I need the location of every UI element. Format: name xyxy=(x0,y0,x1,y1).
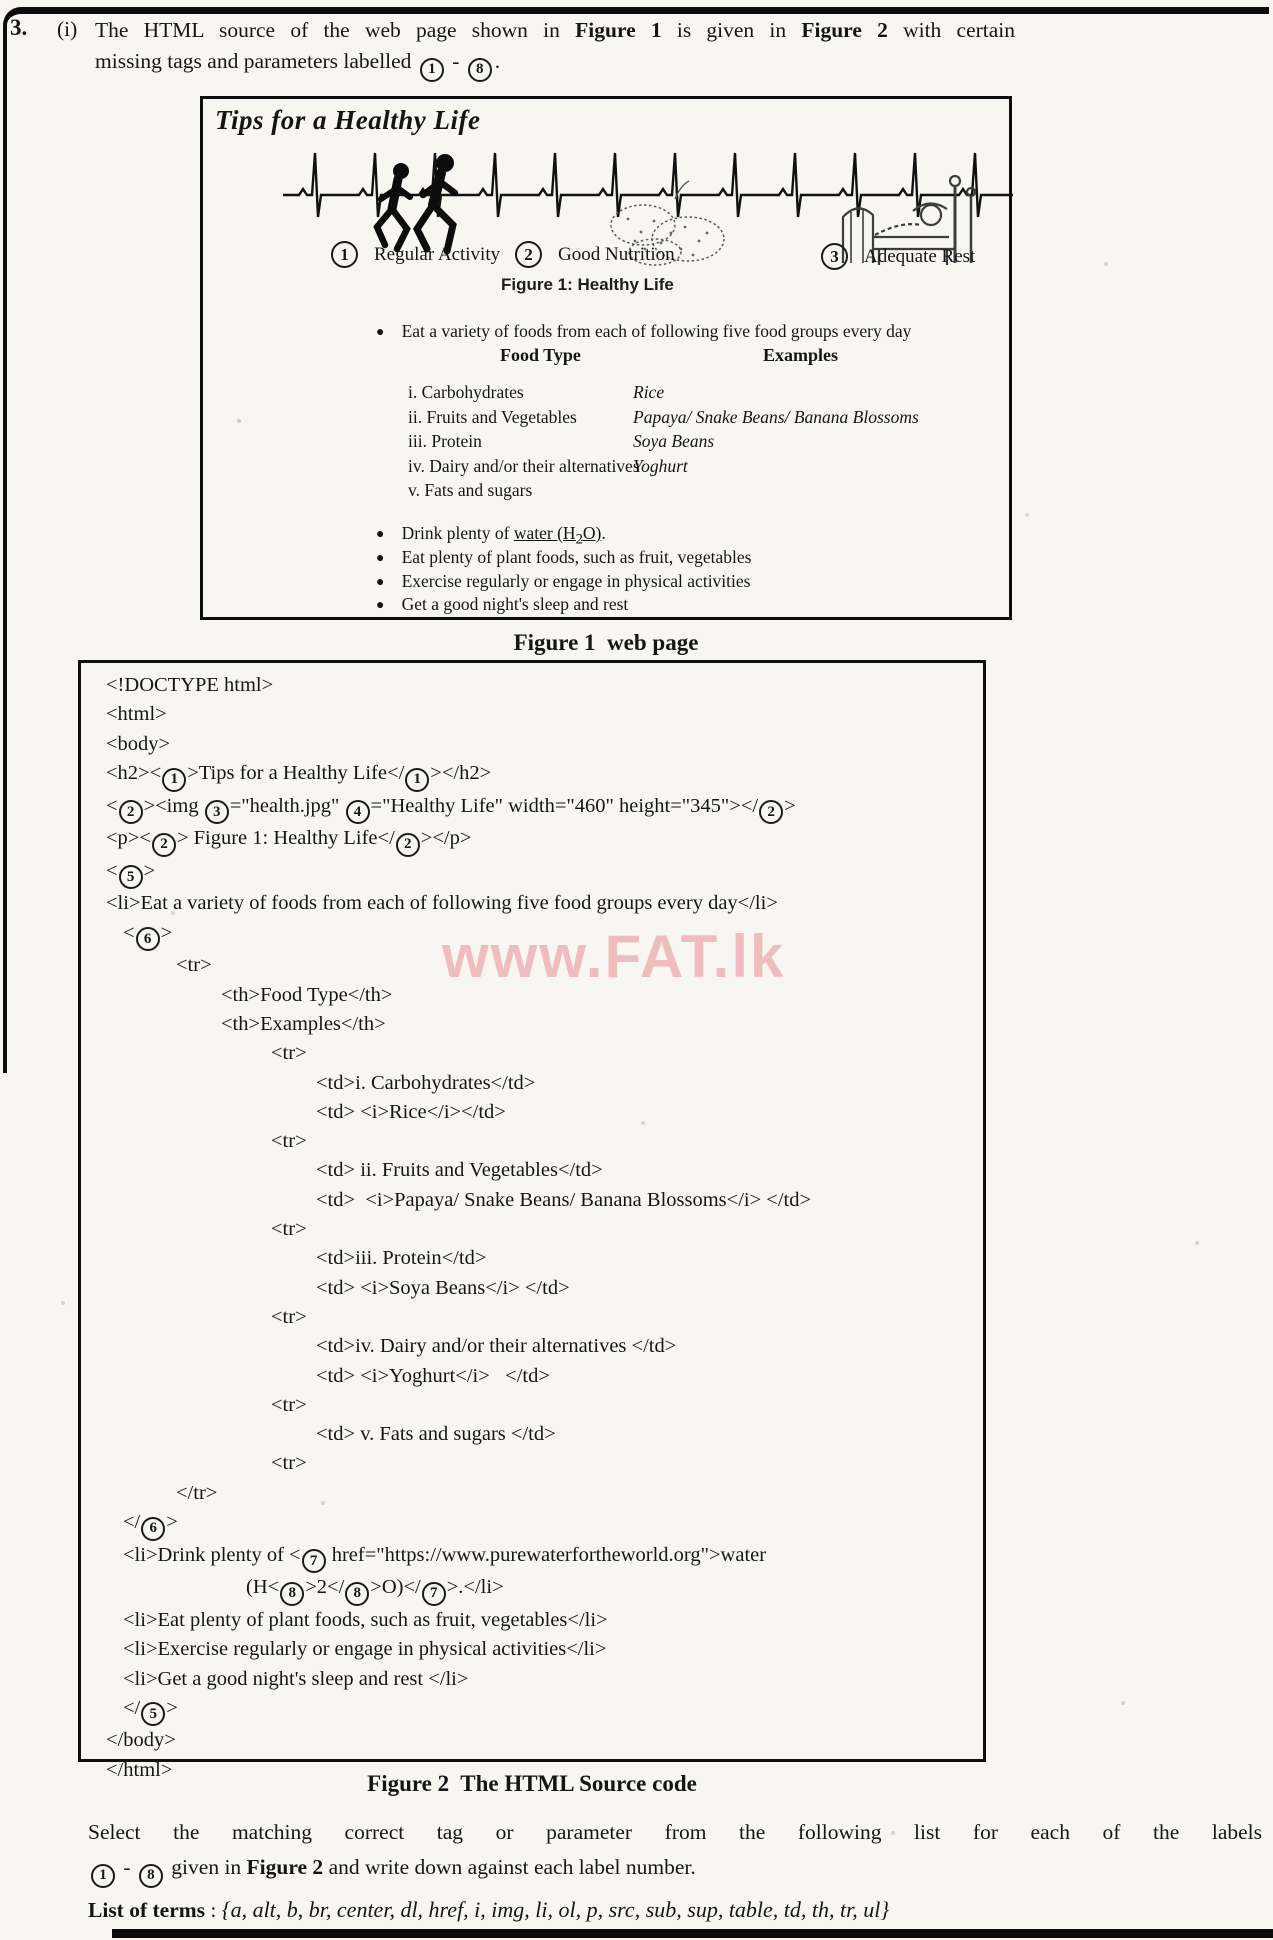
intro-line-2 xyxy=(95,46,1015,82)
figure2-caption: Figure 2 The HTML Source code xyxy=(367,1771,697,1796)
bullet-icon: ● xyxy=(376,596,385,613)
circled-label-5-icon: 5 xyxy=(119,865,143,889)
food-type-cell: i. Carbohydrates xyxy=(408,382,524,402)
code-line: <li>Get a good night's sleep and rest </li> xyxy=(123,1667,469,1690)
code-line: <li>Exercise regularly or engage in physical activities</li> xyxy=(123,1638,607,1661)
circled-label-2-icon: 2 xyxy=(119,800,143,824)
code-line: <th>Food Type</th> xyxy=(221,983,393,1006)
circled-label-6-icon: 6 xyxy=(136,927,160,951)
figure2-ref: Figure 2 xyxy=(246,1855,324,1879)
code-line: <li>Drink plenty of < 7 href="https://www.purewaterfortheworld.org">water xyxy=(81,1541,983,1574)
code-line: <td> <i>Soya Beans</i> </td> xyxy=(316,1276,570,1299)
code-line: <td>i. Carbohydrates</td> xyxy=(316,1071,536,1094)
circled-label-2-icon: 2 xyxy=(759,800,783,824)
circled-label-5-icon: 5 xyxy=(141,1702,165,1726)
code-line: <p>< 2 > Figure 1: Healthy Life</ 2 ></p> xyxy=(81,824,983,857)
dash: - xyxy=(123,1855,131,1879)
circled-label-4-icon: 4 xyxy=(346,800,370,824)
table-row xyxy=(408,407,919,432)
code-line: < 5 > xyxy=(81,857,983,890)
circled-label-1-icon: 1 xyxy=(420,58,444,82)
food-table xyxy=(408,382,919,505)
code-line: <tr> xyxy=(271,1393,307,1416)
code-line: (H< 8 >2</ 8 >O)</ 7 >.</li> xyxy=(81,1573,983,1606)
bullet-icon: ● xyxy=(376,573,385,590)
question-part-label: (i) xyxy=(57,17,78,41)
example-cell: Rice xyxy=(633,382,665,402)
label-text: Good Nutrition xyxy=(558,243,675,265)
instruction-line-2 xyxy=(88,1850,1262,1888)
code-line: < 6 > xyxy=(81,919,983,952)
list-item xyxy=(375,523,606,549)
code-line: <tr> xyxy=(271,1452,307,1475)
circled-label-2-icon: 2 xyxy=(396,833,420,857)
code-line: <tr> xyxy=(271,1218,307,1241)
terms-label: List of terms xyxy=(88,1898,206,1922)
label-adequate-rest xyxy=(821,243,975,270)
code-line: </html> xyxy=(106,1758,173,1781)
bullet-text: Eat a variety of foods from each of following five food groups every day xyxy=(401,321,912,341)
code-line: <!DOCTYPE html> xyxy=(106,674,274,696)
code-line: <th>Examples</th> xyxy=(221,1012,386,1035)
code-line: <tr> xyxy=(271,1042,307,1065)
question-number: 3. xyxy=(10,15,28,40)
table-row xyxy=(408,480,919,505)
example-cell: Papaya/ Snake Beans/ Banana Blossoms xyxy=(633,406,919,427)
circled-label-1-icon: 1 xyxy=(331,241,358,268)
intro-period: . xyxy=(494,49,501,73)
example-cell: Yoghurt xyxy=(633,455,688,476)
circled-label-8-icon: 8 xyxy=(280,1582,304,1606)
question-intro xyxy=(95,15,1015,82)
instruction-text: Select the matching correct tag or parameter from the following list for each of the labels xyxy=(88,1820,1262,1844)
label-regular-activity xyxy=(331,241,500,268)
circled-label-8-icon: 8 xyxy=(468,58,492,82)
list-of-terms xyxy=(88,1897,889,1923)
list-item xyxy=(375,571,750,592)
bullet-icon: ● xyxy=(376,323,385,340)
instruction xyxy=(88,1815,1262,1888)
circled-label-7-icon: 7 xyxy=(422,1582,446,1606)
circled-label-2-icon: 2 xyxy=(515,241,542,268)
code-line: < 2 ><img 3 ="health.jpg" 4 ="Healthy Life" width="460" height="345"></ 2 > xyxy=(81,792,983,825)
table-header-examples: Examples xyxy=(763,345,839,365)
water-text: water (H xyxy=(513,523,576,543)
webpage-image-caption: Figure 1: Healthy Life xyxy=(501,275,674,294)
code-line: <tr> xyxy=(271,1130,307,1153)
water-text: O) xyxy=(582,523,602,543)
bullet-icon: ● xyxy=(376,525,385,542)
code-line: <body> xyxy=(106,732,171,755)
code-line: </tr> xyxy=(176,1481,218,1504)
terms-values: {a, alt, b, br, center, dl, href, i, img, li, ol, p, src, sub, sup, table, td, th, tr, ul} xyxy=(221,1897,890,1922)
code-line: <li>Eat plenty of plant foods, such as fruit, vegetables</li> xyxy=(123,1608,608,1631)
list-item xyxy=(375,547,751,568)
source-code xyxy=(81,663,983,1785)
code-line: <h2>< 1 >Tips for a Healthy Life</ 1 ></h2> xyxy=(81,759,983,792)
bullet-text: Eat plenty of plant foods, such as fruit, vegetables xyxy=(401,547,752,567)
intro-line-1 xyxy=(95,15,1015,46)
bullet-text: Exercise regularly or engage in physical activities xyxy=(401,571,751,591)
bullet-text: Get a good night's sleep and rest xyxy=(401,594,629,614)
food-type-cell: ii. Fruits and Vegetables xyxy=(408,406,577,427)
intro-text: with certain xyxy=(903,18,1016,42)
food-type-cell: v. Fats and sugars xyxy=(408,480,533,501)
figure1-webpage xyxy=(200,96,1012,620)
circled-label-8-icon: 8 xyxy=(345,1582,369,1606)
watermark: www.FAT.lk xyxy=(442,923,786,990)
intro-text: missing tags and parameters labelled xyxy=(95,49,412,73)
list-item xyxy=(375,594,628,615)
code-line: </ 6 > xyxy=(81,1508,983,1541)
circled-label-6-icon: 6 xyxy=(141,1517,165,1541)
circled-label-2-icon: 2 xyxy=(152,833,176,857)
code-line: <td> ii. Fruits and Vegetables</td> xyxy=(316,1159,603,1182)
code-line: <li>Eat a variety of foods from each of following five food groups every day</li> xyxy=(106,892,778,915)
list-item xyxy=(375,321,911,342)
figure2-source-box xyxy=(78,660,986,1781)
circled-label-1-icon: 1 xyxy=(91,1864,115,1888)
intro-text: is given in xyxy=(676,18,787,42)
code-line: <td> <i>Papaya/ Snake Beans/ Banana Blossoms</i> </td> xyxy=(316,1188,812,1211)
subscript-2: 2 xyxy=(575,531,583,548)
code-line: <html> xyxy=(106,703,167,726)
bullet-icon: ● xyxy=(376,549,385,566)
intro-dash: - xyxy=(452,49,460,73)
circled-label-8-icon: 8 xyxy=(139,1864,163,1888)
circled-label-3-icon: 3 xyxy=(821,243,848,270)
code-line: <td> <i>Rice</i></td> xyxy=(316,1100,506,1123)
food-type-cell: iv. Dairy and/or their alternatives xyxy=(408,455,640,476)
food-type-cell: iii. Protein xyxy=(408,431,482,452)
code-line: <tr> xyxy=(176,954,212,977)
intro-text: The HTML source of the web page shown in xyxy=(95,18,560,42)
figure2-ref: Figure 2 xyxy=(801,18,888,42)
instruction-text: and write down against each label number. xyxy=(328,1855,696,1879)
example-cell: Soya Beans xyxy=(633,431,715,452)
instruction-line-1 xyxy=(88,1815,1262,1850)
circled-label-1-icon: 1 xyxy=(162,768,186,792)
circled-label-1-icon: 1 xyxy=(405,768,429,792)
instruction-text: given in xyxy=(171,1855,242,1879)
table-row xyxy=(408,456,919,481)
code-line: <tr> xyxy=(271,1305,307,1328)
code-line: <td>iv. Dairy and/or their alternatives </td> xyxy=(316,1335,677,1358)
table-header-food-type: Food Type xyxy=(500,345,581,365)
figure1-caption: Figure 1 web page xyxy=(513,630,699,655)
circled-label-3-icon: 3 xyxy=(205,800,229,824)
code-line: <td>iii. Protein</td> xyxy=(316,1247,487,1270)
code-line: <td> v. Fats and sugars </td> xyxy=(316,1423,556,1446)
water-link-text xyxy=(513,523,602,548)
terms-colon: : xyxy=(205,1898,222,1922)
webpage-title: Tips for a Healthy Life xyxy=(215,105,481,135)
label-good-nutrition xyxy=(515,241,675,268)
table-row xyxy=(408,382,919,407)
code-line: <td> <i>Yoghurt</i> </td> xyxy=(316,1364,550,1387)
code-line: </body> xyxy=(106,1729,176,1752)
label-text: Adequate Rest xyxy=(864,245,976,267)
code-line: </ 5 > xyxy=(81,1694,983,1727)
scan-noise xyxy=(0,0,2,2)
runners-icon xyxy=(377,154,455,251)
bullet-text: Drink plenty of xyxy=(401,523,514,543)
period: . xyxy=(601,523,606,543)
circled-label-7-icon: 7 xyxy=(302,1549,326,1573)
label-text: Regular Activity xyxy=(374,243,501,265)
figure1-ref: Figure 1 xyxy=(575,18,662,42)
table-row xyxy=(408,431,919,456)
bottom-rule xyxy=(112,1929,1273,1938)
